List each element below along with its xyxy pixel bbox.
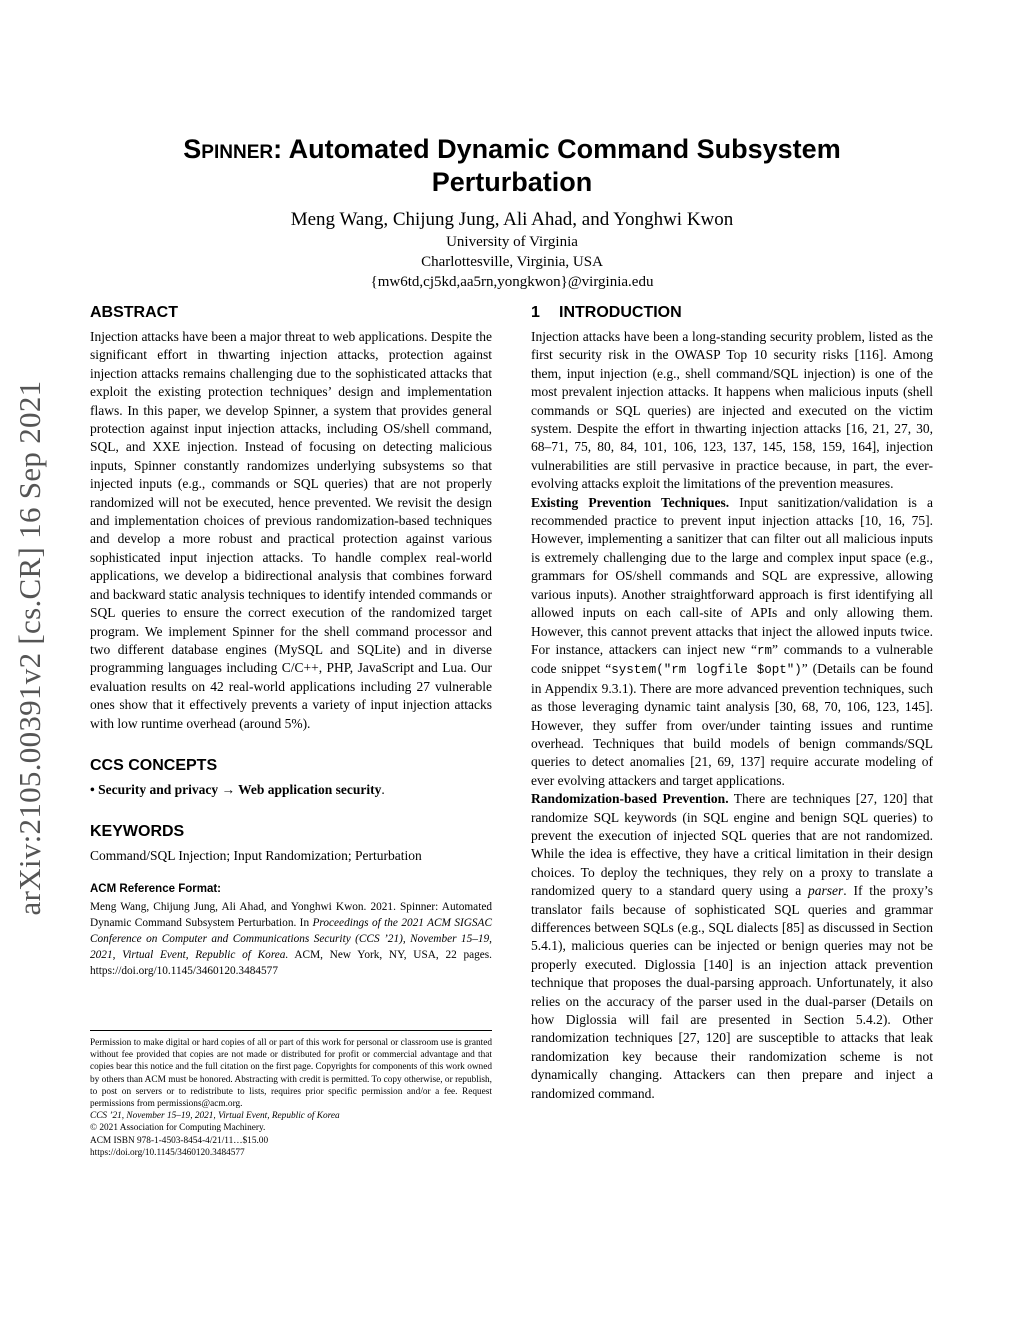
intro-paragraph-3: [531, 790, 933, 1103]
ccs-item-text: • Security and privacy → Web application security: [90, 781, 382, 797]
paper-title: [90, 133, 934, 199]
title-line1-rest: : Automated Dynamic Command Subsystem: [273, 134, 841, 164]
affiliation-university: University of Virginia: [446, 234, 578, 250]
intro-paragraph-1: Injection attacks have been a long-standing security problem, listed as the first security risk in the OWASP Top 10 security risks [116]. Among them, input injection (e.g., shell command/SQL injection) is one of the most prevalent injection attacks. It happens when malicious inputs (shell commands or SQL queries) are injected and executed on the victim system. Despite the effort in thwarting injection attacks [16, 21, 27, 30, 68–71, 75, 80, 84, 101, 106, 123, 137, 145, 158, 159, 164], injection vulnerabilities are still pervasive in practice because, in part, the ever-evolving attacks exploit the limitations of the prevention measures.: [531, 329, 933, 492]
title-system-name: Spinner: [183, 134, 274, 164]
intro-p2-part-a: Input sanitization/validation is a recommended practice to prevent input injection attacks [10, 16, 75]. However, implementing a sanitizer that can filter out all malicious inputs is extremely challenging due to the large and complex input space (e.g., grammars for OS/shell commands and SQL are expressive, allowing various inputs). Another straightforward approach is first identifying all allowed inputs on each call-site of APIs and only allowing them. However, this cannot prevent attacks that inject the allowed inputs twice. For instance, attackers can inject new “: [531, 494, 933, 657]
footnote-isbn: ACM ISBN 978-1-4503-8454-4/21/11…$15.00: [90, 1135, 269, 1146]
permission-footnote: [90, 1030, 492, 1159]
ccs-heading: CCS CONCEPTS: [90, 756, 218, 774]
code-rm: rm: [757, 643, 773, 658]
keywords-heading: KEYWORDS: [90, 822, 185, 840]
acm-reference-part1: Meng Wang, Chijung Jung, Ali Ahad, and Yonghwi Kwon. 2021. Spinner: Automated Dynamic Command Subsystem Perturbation. In: [90, 901, 492, 930]
acm-reference-proceedings: Proceedings of the 2021 ACM SIGSAC Conference on Computer and Communications Security (CCS ’21), November 15–19, 2021, Virtual Event, Republic of Korea.: [90, 917, 492, 962]
code-system-call: system("rm logfile $opt"): [611, 663, 802, 678]
acm-reference-heading: ACM Reference Format:: [90, 883, 221, 896]
title-line2: Perturbation: [431, 167, 593, 197]
acm-reference-part2: ACM, New York, NY, USA, 22 pages. https://doi.org/10.1145/3460120.3484577: [90, 949, 493, 978]
intro-p3-part-a: There are techniques [27, 120] that randomize SQL keywords (in SQL engine and benign SQL queries) to prevent the execution of injected SQL queries that are not randomized. While the idea is effective, they have a critical limitation in their design choices. To deploy the techniques, they rely on a proxy to translate a randomized query to a standard query using a: [531, 791, 933, 899]
footnote-permission: Permission to make digital or hard copies of all or part of this work for personal or classroom use is granted without fee provided that copies are not made or distributed for profit or commercial advantage and that copies bear this notice and the full citation on the first page. Copyrights for components of this work owned by others than ACM must be honored. Abstracting with credit is permitted. To copy otherwise, or republish, to post on servers or to redistribute to lists, requires prior specific permission and/or a fee. Request permissions from permissions@acm.org.: [90, 1038, 492, 1110]
intro-p2-part-b: ” commands to a vulnerable code snippet “: [531, 641, 933, 677]
left-column: [90, 302, 492, 979]
ccs-item-end: .: [381, 781, 385, 797]
ccs-item: [90, 781, 492, 799]
intro-p3-part-b: . If the proxy’s translator fails because of sophisticated SQL queries and grammar differences between SQLs (e.g., SQL dialects [85] as discussed in Section 5.4.1), malicious queries can be injected or benign queries may not be properly executed. Diglossia [140] is an injection attack prevention technique that proposes the dual-parsing approach. Unfortunately, it also relies on the accuracy of the parser used in the dual-parser (Details on how Diglossia will fail are presented in Section 5.4.2). Other randomization techniques [27, 120] are susceptible to attacks that leak randomization key because their randomization scheme is not dynamically changing. Attackers can then prepare and inject a randomized command.: [531, 883, 934, 1101]
keywords-text: Command/SQL Injection; Input Randomization; Perturbation: [90, 847, 422, 863]
affiliation-location: Charlottesville, Virginia, USA: [421, 254, 603, 270]
footnote-doi: https://doi.org/10.1145/3460120.3484577: [90, 1147, 245, 1158]
abstract-heading: ABSTRACT: [90, 304, 178, 321]
arxiv-stamp: arXiv:2105.00391v2 [cs.CR] 16 Sep 2021: [12, 380, 47, 916]
title-block: [90, 133, 934, 292]
acm-reference-text: [90, 899, 492, 979]
section-number: 1: [531, 304, 540, 321]
footnote-copyright: © 2021 Association for Computing Machinery.: [90, 1123, 266, 1134]
intro-p3-italic: parser: [808, 883, 844, 899]
existing-prevention-runin: Existing Prevention Techniques.: [531, 494, 730, 510]
authors: Meng Wang, Chijung Jung, Ali Ahad, and Yonghwi Kwon: [290, 209, 734, 230]
intro-p2-part-c: ” (Details can be found in Appendix 9.3.1). There are more advanced prevention techniques, such as those leveraging dynamic taint analysis [30, 68, 70, 106, 123, 145]. However, they suffer from over/under tainting issues and runtime overhead. Techniques that build models of benign commands/SQL queries to detect anomalies [21, 69, 137] require accurate modeling of ever evolving attackers and target applications.: [531, 661, 933, 788]
footnote-conference: CCS ’21, November 15–19, 2021, Virtual Event, Republic of Korea: [90, 1111, 340, 1122]
right-column: [531, 302, 933, 1103]
affiliation-emails: {mw6td,cj5kd,aa5rn,yongkwon}@virginia.edu: [370, 274, 654, 290]
introduction-title: INTRODUCTION: [559, 304, 682, 321]
intro-paragraph-2: [531, 494, 933, 791]
randomization-runin: Randomization-based Prevention.: [531, 791, 729, 807]
abstract-text: Injection attacks have been a major threat to web applications. Despite the significant effort in thwarting injection attacks, protection against injection attacks remains challenging due to the sophisticated attacks that exploit the existing protection techniques’ design and implementation flaws. In this paper, we develop Spinner, a system that provides general protection against input injection attacks, including OS/shell command, SQL, and XXE injection. Instead of focusing on detecting malicious inputs, Spinner constantly randomizes underlying subsystems so that injected inputs (e.g., commands or SQL queries) that are not properly randomized will not be executed, hence prevented. We revisit the design and implementation choices of previous randomization-based techniques and develop a more robust and practical protection against various sophisticated input injection attacks. To handle complex real-world applications, we develop a bidirectional analysis that combines forward and backward static analysis techniques to identify intended commands or SQL queries to ensure the correct execution of the randomized target program. We implement Spinner for the shell command processor and two different database engines (MySQL and SQLite) and in diverse programming languages including C/C++, PHP, JavaScript and Lua. Our evaluation results on 42 real-world applications including 27 vulnerable ones show that it effectively prevents a variety of input injection attacks with low runtime overhead (around 5%).: [90, 329, 492, 731]
introduction-heading: [531, 302, 933, 324]
